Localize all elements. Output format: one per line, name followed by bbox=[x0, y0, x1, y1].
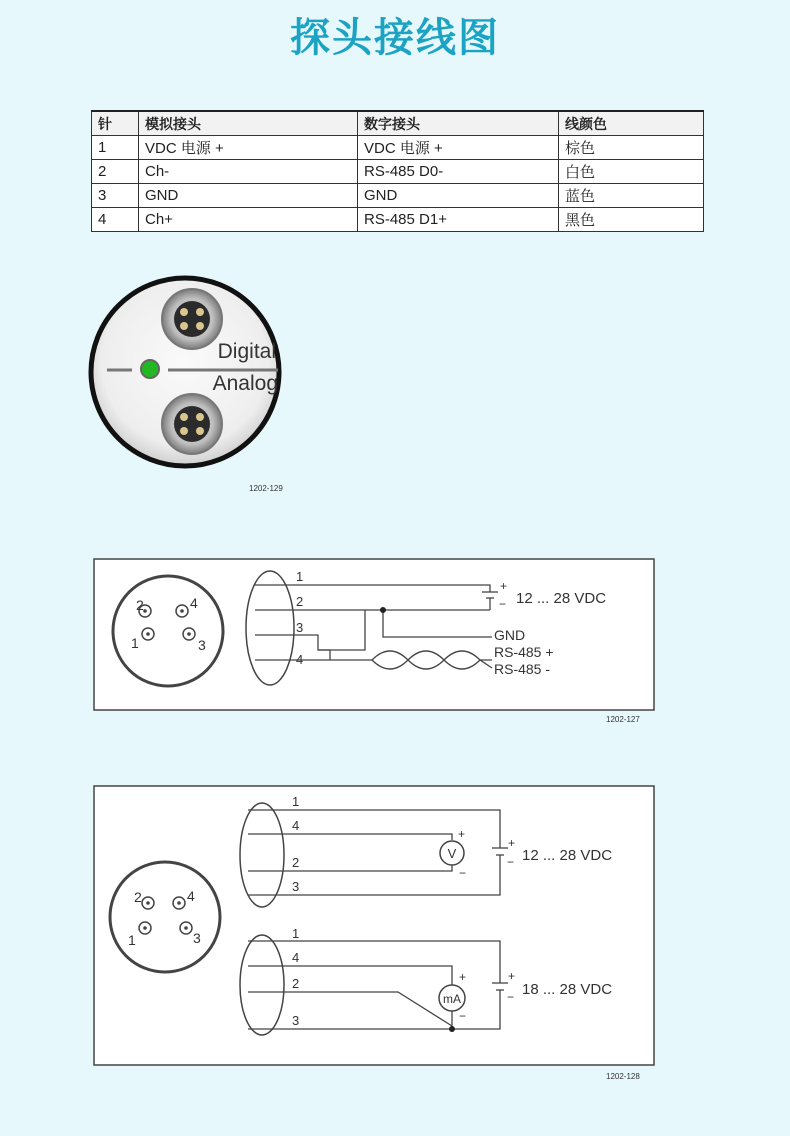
wire-pin-label: 2 bbox=[292, 976, 300, 991]
plus-sign: + bbox=[458, 827, 466, 841]
supply-voltage-label: 12 ... 28 VDC bbox=[516, 590, 607, 607]
wire-pin-label: 4 bbox=[292, 950, 300, 965]
status-led bbox=[141, 360, 159, 378]
wire-pin-label: 4 bbox=[296, 652, 304, 667]
analog-connector-icon bbox=[162, 394, 222, 454]
m12-connector-icon bbox=[113, 576, 223, 686]
cell-pin: 4 bbox=[92, 208, 139, 232]
wire-pin-label: 3 bbox=[296, 620, 304, 635]
analog-wiring-diagram bbox=[94, 786, 654, 1065]
cell-digital: RS-485 D1+ bbox=[358, 208, 559, 232]
m12-connector-icon bbox=[110, 862, 220, 972]
figure-ref: 1202-129 bbox=[249, 484, 283, 493]
cell-color: 蓝色 bbox=[559, 184, 704, 208]
wire-pin-label: 1 bbox=[296, 569, 304, 584]
connector-pin-label: 1 bbox=[131, 635, 139, 651]
header-wire-color: 线颜色 bbox=[559, 111, 704, 136]
digital-wiring-diagram bbox=[94, 559, 654, 710]
gnd-label: GND bbox=[494, 627, 526, 643]
minus-sign: − bbox=[459, 866, 467, 880]
cell-analog: Ch+ bbox=[139, 208, 358, 232]
wire-pin-label: 4 bbox=[292, 818, 300, 833]
wire-pin-label: 3 bbox=[292, 1013, 300, 1028]
wire-pin-label: 3 bbox=[292, 879, 300, 894]
figure-ref: 1202-128 bbox=[606, 1072, 640, 1081]
connector-pin-label: 2 bbox=[134, 889, 142, 905]
junction-dot bbox=[449, 1026, 455, 1032]
cell-color: 棕色 bbox=[559, 136, 704, 160]
minus-sign: − bbox=[507, 990, 515, 1004]
cell-pin: 1 bbox=[92, 136, 139, 160]
minus-sign: − bbox=[459, 1009, 467, 1023]
cell-analog: VDC 电源 + bbox=[139, 136, 358, 160]
cell-digital: RS-485 D0- bbox=[358, 160, 559, 184]
connector-pin-label: 3 bbox=[193, 930, 201, 946]
minus-sign: − bbox=[507, 855, 515, 869]
header-pin: 针 bbox=[92, 111, 139, 136]
header-digital: 数字接头 bbox=[358, 111, 559, 136]
voltmeter-label: V bbox=[447, 846, 457, 861]
page-title: 探头接线图 bbox=[290, 15, 500, 61]
supply-voltage-label: 18 ... 28 VDC bbox=[522, 981, 613, 998]
plus-sign: + bbox=[508, 836, 516, 850]
wire-pin-label: 2 bbox=[296, 594, 304, 609]
probe-face bbox=[91, 278, 279, 466]
digital-connector-icon bbox=[162, 289, 222, 349]
label-digital: Digital bbox=[217, 340, 276, 363]
figure-ref: 1202-127 bbox=[606, 715, 640, 724]
cell-color: 黑色 bbox=[559, 208, 704, 232]
cell-analog: GND bbox=[139, 184, 358, 208]
plus-sign: + bbox=[500, 579, 508, 593]
rs485-minus-label: RS-485 - bbox=[494, 661, 551, 677]
minus-sign: − bbox=[499, 597, 507, 611]
plus-sign: + bbox=[459, 970, 467, 984]
ammeter-label: mA bbox=[443, 992, 461, 1006]
connector-pin-label: 4 bbox=[187, 888, 195, 904]
wire-pin-label: 1 bbox=[292, 926, 300, 941]
cell-digital: VDC 电源 + bbox=[358, 136, 559, 160]
cell-analog: Ch- bbox=[139, 160, 358, 184]
header-analog: 模拟接头 bbox=[139, 111, 358, 136]
label-analog: Analog bbox=[212, 372, 278, 395]
connector-pin-label: 4 bbox=[190, 595, 198, 611]
rs485-plus-label: RS-485 + bbox=[494, 644, 554, 660]
supply-voltage-label: 12 ... 28 VDC bbox=[522, 847, 613, 864]
plus-sign: + bbox=[508, 969, 516, 983]
connector-pin-label: 2 bbox=[136, 597, 144, 613]
wire-pin-label: 1 bbox=[292, 794, 300, 809]
cell-pin: 3 bbox=[92, 184, 139, 208]
wire-pin-label: 2 bbox=[292, 855, 300, 870]
cell-pin: 2 bbox=[92, 160, 139, 184]
connector-pin-label: 1 bbox=[128, 932, 136, 948]
junction-dot bbox=[380, 607, 386, 613]
cell-digital: GND bbox=[358, 184, 559, 208]
cell-color: 白色 bbox=[559, 160, 704, 184]
connector-pin-label: 3 bbox=[198, 637, 206, 653]
